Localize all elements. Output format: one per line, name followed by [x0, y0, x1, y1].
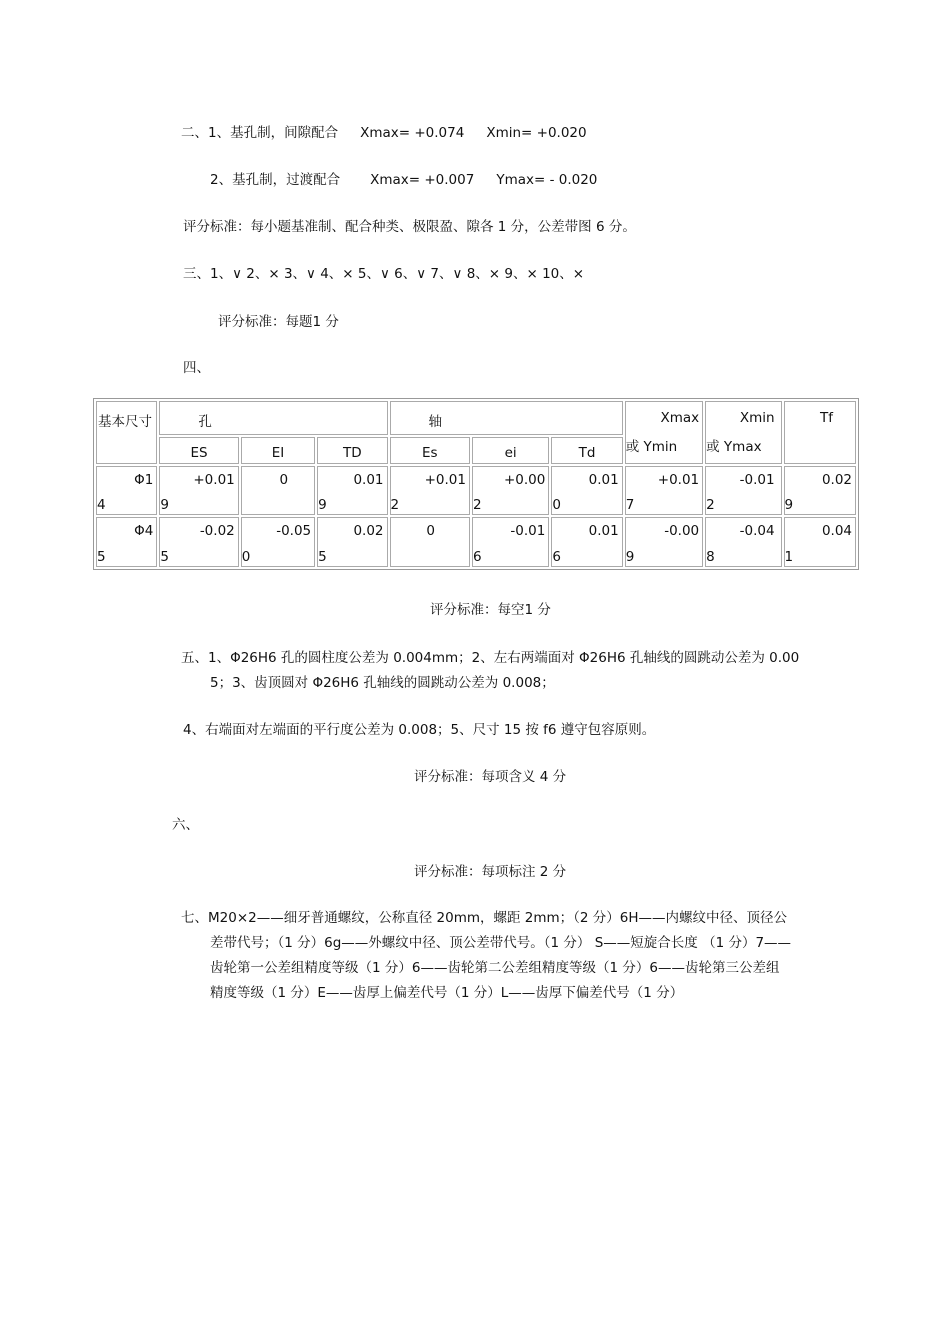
section2-line1: [181, 121, 587, 141]
cell-Es: +0.01 2: [390, 466, 470, 516]
section7-line4: 精度等级（1 分）E——齿厚上偏差代号（1 分）L——齿厚下偏差代号（1 分）: [210, 985, 684, 1001]
section7-line1: 七、M20×2——细牙普通螺纹，公称直径 20mm，螺距 2mm；（2 分）6H——内螺纹中径、顶径公: [181, 910, 788, 926]
cell-ei: +0.00 2: [472, 466, 549, 516]
header-ES: ES: [159, 437, 238, 464]
cell-xmin: -0.04 8: [705, 517, 781, 567]
table-row: [96, 517, 856, 567]
cell-xmin: -0.01 2: [705, 466, 781, 516]
section6-criteria: 评分标准：每项标注 2 分: [414, 864, 567, 880]
section2-line2: [210, 168, 597, 188]
cell-xmax: -0.00 9: [625, 517, 703, 567]
section5-line2: 5；3、齿顶圆对 Φ26H6 孔轴线的圆跳动公差为 0.008；: [210, 675, 555, 691]
cell-EI: 0: [241, 466, 315, 516]
section5-criteria: 评分标准：每项含义 4 分: [414, 769, 567, 785]
header-ei: ei: [472, 437, 549, 464]
section2-line2-ymax: Ymax= - 0.020: [496, 172, 598, 188]
header-Es: Es: [390, 437, 470, 464]
cell-Td: 0.01 6: [551, 517, 622, 567]
cell-ES: +0.01 9: [159, 466, 238, 516]
cell-tf: 0.02 9: [784, 466, 856, 516]
section2-line2-label: 2、基孔制，过渡配合: [210, 172, 341, 188]
section7-line3: 齿轮第一公差组精度等级（1 分）6——齿轮第二公差组精度等级（1 分）6——齿轮第三公差组: [210, 960, 780, 976]
section2-line1-label: 二、1、基孔制，间隙配合: [181, 125, 339, 141]
section4-criteria: 评分标准：每空1 分: [430, 602, 551, 618]
header-Td: Td: [551, 437, 622, 464]
section2-line1-xmax: Xmax= +0.074: [360, 125, 465, 141]
section3-answers: 三、1、∨ 2、× 3、∨ 4、× 5、∨ 6、∨ 7、∨ 8、× 9、× 10、×: [183, 266, 585, 282]
table-row: [96, 466, 856, 516]
cell-TD: 0.01 9: [317, 466, 387, 516]
cell-size: Φ1 4: [96, 466, 157, 516]
header-hole: 孔: [159, 401, 387, 435]
section2-line1-xmin: Xmin= +0.020: [486, 125, 587, 141]
section7-line2: 差带代号；（1 分）6g——外螺纹中径、顶公差带代号。（1 分） S——短旋合长度 （1 分）7——: [210, 935, 792, 951]
section6-heading: 六、: [172, 817, 199, 833]
tolerance-table: [93, 398, 859, 570]
cell-EI: -0.05 0: [241, 517, 315, 567]
cell-Es: 0: [390, 517, 470, 567]
cell-tf: 0.04 1: [784, 517, 856, 567]
cell-xmax: +0.01 7: [625, 466, 703, 516]
cell-ES: -0.02 5: [159, 517, 238, 567]
header-basic-size: 基本尺寸: [96, 401, 157, 464]
header-xmax-ymin: Xmax 或 Ymin: [625, 401, 703, 464]
cell-Td: 0.01 0: [551, 466, 622, 516]
header-EI: EI: [241, 437, 315, 464]
cell-size: Φ4 5: [96, 517, 157, 567]
section5-line1: 五、1、Φ26H6 孔的圆柱度公差为 0.004mm；2、左右两端面对 Φ26H6 孔轴线的圆跳动公差为 0.00: [181, 650, 800, 666]
section5-line3: 4、右端面对左端面的平行度公差为 0.008；5、尺寸 15 按 f6 遵守包容原则。: [183, 722, 656, 738]
header-shaft: 轴: [390, 401, 623, 435]
header-tf: Tf: [784, 401, 856, 464]
section3-criteria: 评分标准：每题1 分: [218, 314, 339, 330]
section2-line2-xmax: Xmax= +0.007: [370, 172, 475, 188]
section2-criteria: 评分标准：每小题基准制、配合种类、极限盈、隙各 1 分，公差带图 6 分。: [183, 219, 636, 235]
section4-heading: 四、: [183, 360, 210, 376]
header-TD: TD: [317, 437, 387, 464]
cell-ei: -0.01 6: [472, 517, 549, 567]
header-xmin-ymax: Xmin 或 Ymax: [705, 401, 781, 464]
cell-TD: 0.02 5: [317, 517, 387, 567]
